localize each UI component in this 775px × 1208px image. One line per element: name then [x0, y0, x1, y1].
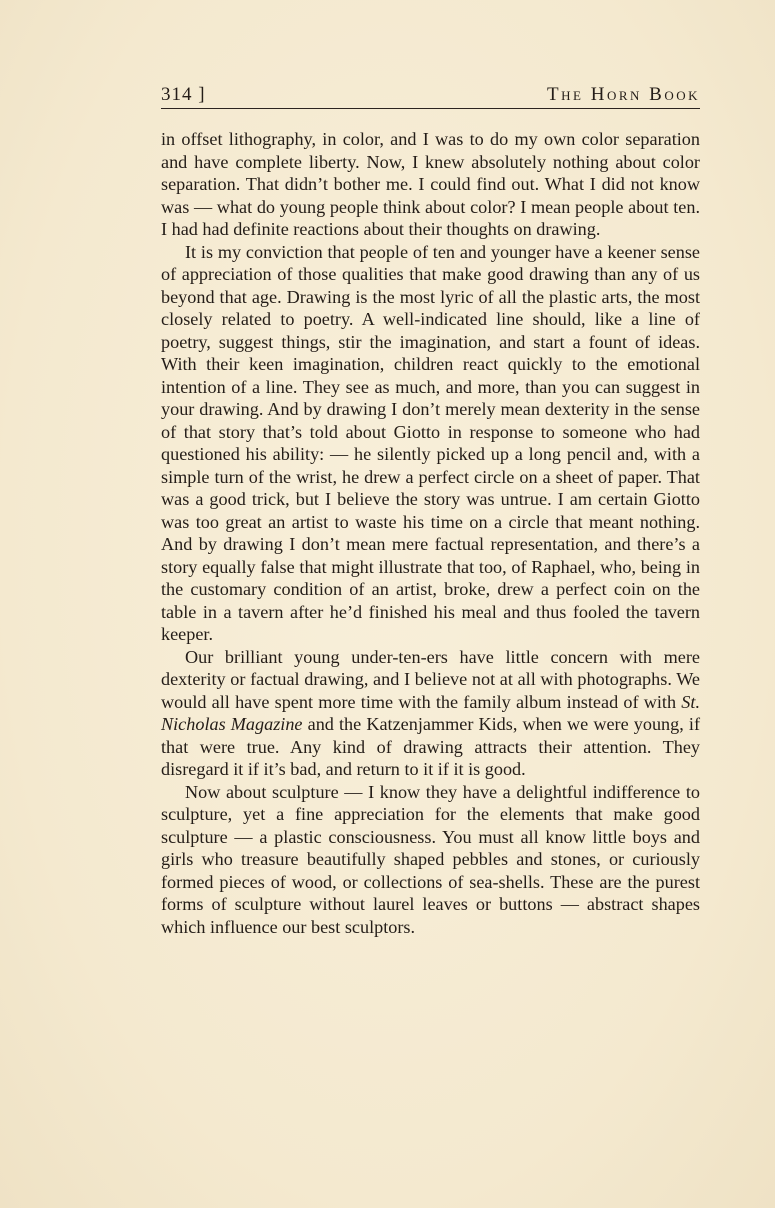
paragraph-3	[161, 646, 700, 781]
paragraph-3-text-before: Our brilliant young under-ten-ers have little concern with mere dexterity or factual drawing, and I believe not at all with photographs. We would all have spent more time with the family album instead of with	[161, 646, 700, 712]
running-head	[161, 84, 700, 109]
body-text	[161, 128, 700, 938]
paragraph-4: Now about sculpture — I know they have a delightful indifference to sculpture, yet a fine appreciation for the elements that make good sculpture — a plastic consciousness. You must all know little boys and girls who treasure beautifully shaped pebbles and stones, or curiously formed pieces of wood, or collections of sea-shells. These are the purest forms of sculpture without laurel leaves or buttons — abstract shapes which influence our best sculptors.	[161, 781, 700, 937]
page-number: 314 ]	[161, 84, 206, 105]
magazine-title: St. Nicholas Magazine	[161, 691, 700, 734]
paragraph-3-text-after: and the Katzenjammer Kids, when we were young, if that were true. Any kind of drawing attracts their attention. They disregard it if it’s bad, and return to it if it is good.	[161, 714, 700, 779]
paragraph-1: in offset lithography, in color, and I was to do my own color separation and have complete liberty. Now, I knew absolutely nothing about color separation. That didn’t bother me. I could find out. What I did not know was — what do young people think about color? I mean people about ten. I had had definite reactions about their thoughts on drawing.	[161, 129, 700, 239]
journal-title: The Horn Book	[547, 84, 700, 105]
paragraph-2: It is my conviction that people of ten and younger have a keener sense of appreciation of those qualities that make good drawing than any of us beyond that age. Drawing is the most lyric of all the plastic arts, the most closely related to poetry. A well-indicated line should, like a line of poetry, suggest things, stir the imagination, and start a fount of ideas. With their keen imagination, children react quickly to the emotional intention of a line. They see as much, and more, than you can suggest in your drawing. And by drawing I don’t merely mean dexterity in the sense of that story that’s told about Giotto in response to someone who had questioned his ability: — he silently picked up a long pencil and, with a simple turn of the wrist, he drew a perfect circle on a sheet of paper. That was a good trick, but I believe the story was untrue. I am certain Giotto was too great an artist to waste his time on a circle that meant nothing. And by drawing I don’t mean mere factual representation, and there’s a story equally false that might illustrate that too, of Raphael, who, being in the customary condition of an artist, broke, drew a perfect coin on the table in a tavern after he’d finished his meal and thus fooled the tavern keeper.	[161, 241, 700, 644]
